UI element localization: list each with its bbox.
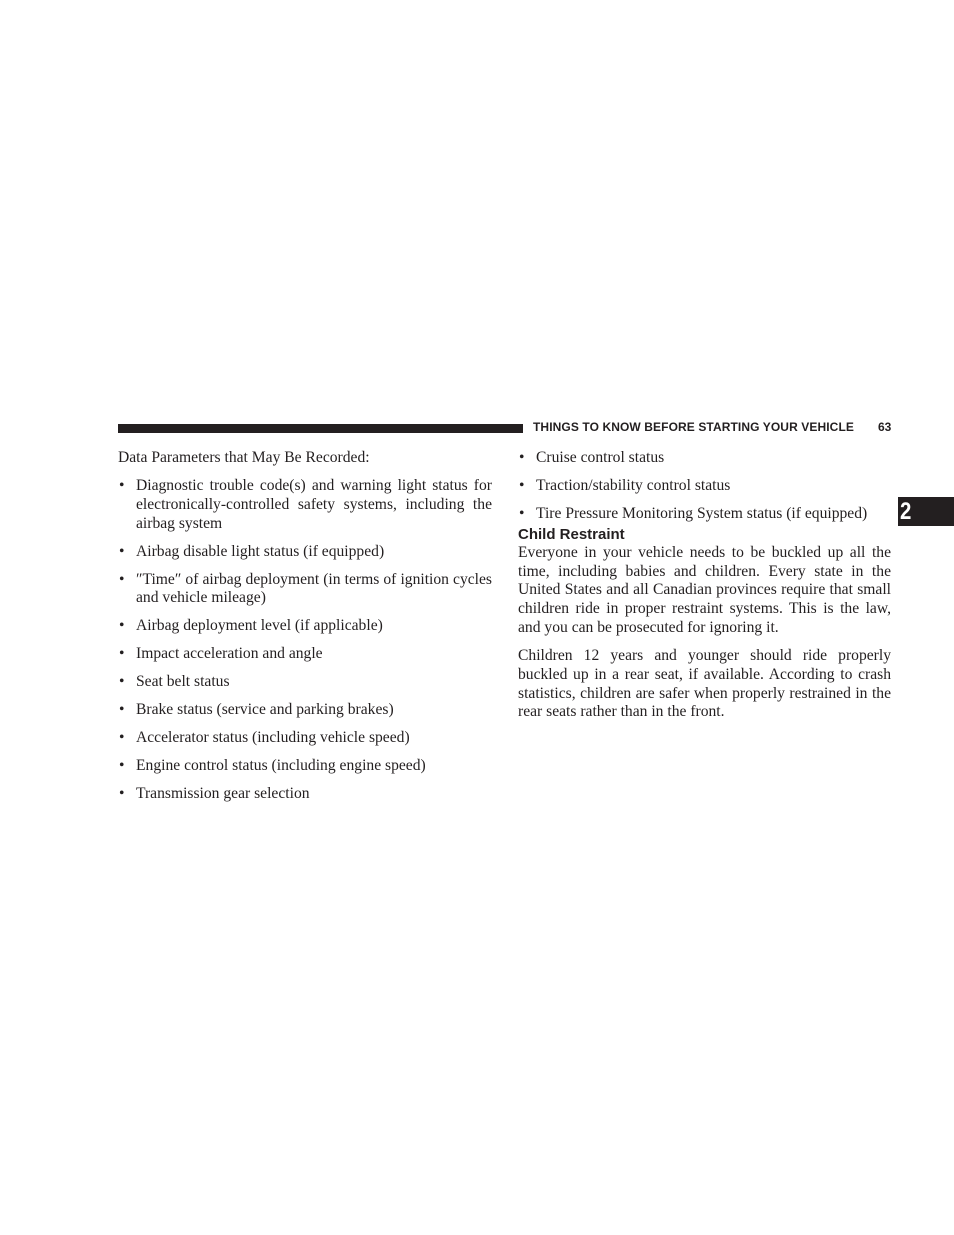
list-item: • Impact acceleration and angle [118,645,492,664]
data-parameters-intro: Data Parameters that May Be Recorded: [118,449,370,466]
page-number: 63 [878,420,892,434]
list-item: • Transmission gear selection [118,785,492,804]
body-paragraph: Children 12 years and younger should ride properly buckled up in a rear seat, if available. According to crash statistics, children are safer when properly restrained in the rear seats rather than in the front. [518,646,891,721]
chapter-tab [898,497,954,526]
body-paragraph: Everyone in your vehicle needs to be buckled up all the time, including babies and children. Every state in the United States and all Canadian provinces require that small children ride in proper restraint systems. This is the law, and you can be prosecuted for ignoring it. [518,543,891,636]
list-item: • Seat belt status [118,673,492,692]
list-item: • Engine control status (including engine speed) [118,757,492,776]
section-heading-child-restraint: Child Restraint [518,525,625,543]
list-item: • Tire Pressure Monitoring System status (if equipped) [518,505,891,524]
data-parameters-list [118,477,492,804]
header-rule [118,424,523,433]
chapter-number: 2 [900,498,912,525]
list-item: • Accelerator status (including vehicle speed) [118,729,492,748]
list-item: • Cruise control status [518,449,891,468]
list-item: • Traction/stability control status [518,477,891,496]
list-item: • Diagnostic trouble code(s) and warning light status for electronically-controlled safety systems, including the airbag system [118,477,492,533]
list-item: • Airbag deployment level (if applicable) [118,617,492,636]
left-column [118,449,492,813]
list-item: • ″Time″ of airbag deployment (in terms of ignition cycles and vehicle mileage) [118,571,492,609]
list-item: • Airbag disable light status (if equipped) [118,543,492,562]
right-column [518,449,891,731]
data-parameters-list-continued [518,449,891,524]
running-header-title: THINGS TO KNOW BEFORE STARTING YOUR VEHICLE [533,420,854,434]
list-item: • Brake status (service and parking brakes) [118,701,492,720]
